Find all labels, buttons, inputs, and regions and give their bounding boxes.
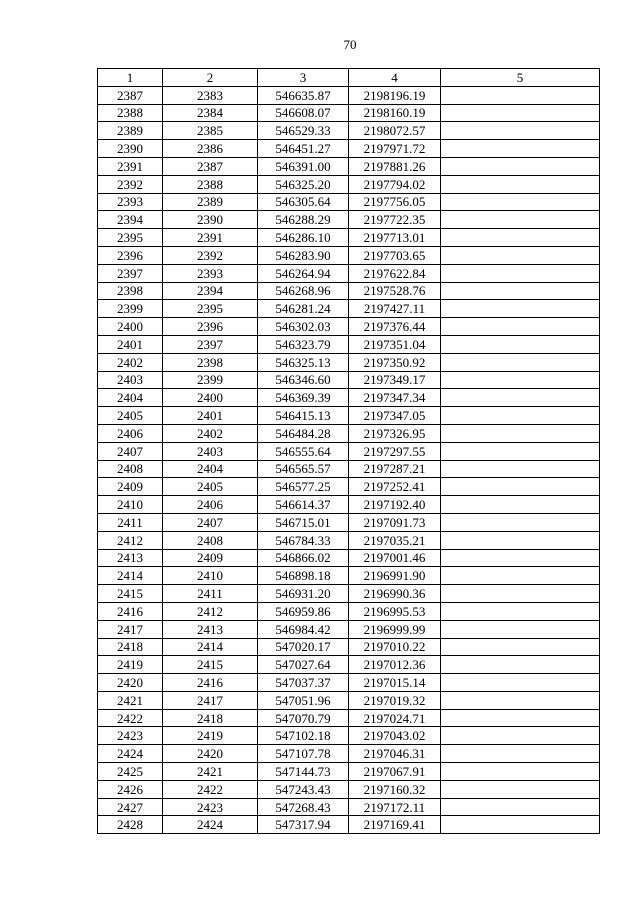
table-cell: 2197349.17 bbox=[349, 371, 441, 389]
table-cell: 2393 bbox=[98, 193, 163, 211]
table-cell bbox=[441, 246, 600, 264]
table-cell: 2197169.41 bbox=[349, 816, 441, 834]
table-cell: 2394 bbox=[163, 282, 258, 300]
table-cell: 2385 bbox=[163, 122, 258, 140]
table-row bbox=[98, 211, 600, 229]
table-header-row bbox=[98, 69, 600, 87]
table-cell: 546325.20 bbox=[258, 175, 349, 193]
table-cell: 2197252.41 bbox=[349, 478, 441, 496]
table-cell: 2392 bbox=[98, 175, 163, 193]
table-cell: 547243.43 bbox=[258, 780, 349, 798]
table-cell: 546288.29 bbox=[258, 211, 349, 229]
table-cell: 2390 bbox=[98, 140, 163, 158]
table-cell: 2394 bbox=[98, 211, 163, 229]
table-cell: 2198160.19 bbox=[349, 104, 441, 122]
table-cell: 2197703.65 bbox=[349, 246, 441, 264]
table-cell: 546268.96 bbox=[258, 282, 349, 300]
table-cell: 2420 bbox=[163, 745, 258, 763]
table-cell: 546784.33 bbox=[258, 531, 349, 549]
table-cell: 2410 bbox=[98, 496, 163, 514]
table-cell: 2404 bbox=[98, 389, 163, 407]
table-cell: 546555.64 bbox=[258, 442, 349, 460]
table-cell bbox=[441, 193, 600, 211]
table-row bbox=[98, 407, 600, 425]
table-cell: 2196995.53 bbox=[349, 602, 441, 620]
table-row bbox=[98, 389, 600, 407]
table-row bbox=[98, 335, 600, 353]
table-cell: 2398 bbox=[163, 353, 258, 371]
table-cell: 2198196.19 bbox=[349, 86, 441, 104]
table-cell: 2417 bbox=[98, 620, 163, 638]
table-cell: 2198072.57 bbox=[349, 122, 441, 140]
table-cell: 2396 bbox=[163, 318, 258, 336]
table-cell bbox=[441, 318, 600, 336]
table-row bbox=[98, 246, 600, 264]
table-cell: 2397 bbox=[163, 335, 258, 353]
table-cell: 2423 bbox=[98, 727, 163, 745]
table-cell: 546959.86 bbox=[258, 602, 349, 620]
table-cell: 2406 bbox=[98, 424, 163, 442]
table-row bbox=[98, 371, 600, 389]
table-cell: 2197035.21 bbox=[349, 531, 441, 549]
table-cell bbox=[441, 727, 600, 745]
table-cell: 546715.01 bbox=[258, 513, 349, 531]
table-cell: 2197015.14 bbox=[349, 674, 441, 692]
table-row bbox=[98, 549, 600, 567]
table-cell: 2402 bbox=[98, 353, 163, 371]
table-row bbox=[98, 264, 600, 282]
coordinates-table bbox=[97, 68, 600, 834]
table-cell bbox=[441, 691, 600, 709]
table-row bbox=[98, 282, 600, 300]
table-cell: 2407 bbox=[163, 513, 258, 531]
table-cell: 546302.03 bbox=[258, 318, 349, 336]
table-cell: 2197794.02 bbox=[349, 175, 441, 193]
table-cell: 2408 bbox=[163, 531, 258, 549]
table-cell: 2391 bbox=[98, 157, 163, 175]
table-cell: 2197971.72 bbox=[349, 140, 441, 158]
table-cell: 546369.39 bbox=[258, 389, 349, 407]
table-cell bbox=[441, 585, 600, 603]
table-row bbox=[98, 86, 600, 104]
table-cell: 2412 bbox=[163, 602, 258, 620]
table-row bbox=[98, 816, 600, 834]
table-cell: 2428 bbox=[98, 816, 163, 834]
table-cell bbox=[441, 798, 600, 816]
table-cell: 546866.02 bbox=[258, 549, 349, 567]
table-row bbox=[98, 585, 600, 603]
table-cell: 2404 bbox=[163, 460, 258, 478]
table-cell: 2388 bbox=[98, 104, 163, 122]
table-cell: 546305.64 bbox=[258, 193, 349, 211]
table-cell bbox=[441, 478, 600, 496]
table-cell: 2414 bbox=[98, 567, 163, 585]
table-cell: 2409 bbox=[163, 549, 258, 567]
table-cell bbox=[441, 745, 600, 763]
table-cell: 2416 bbox=[98, 602, 163, 620]
table-cell bbox=[441, 602, 600, 620]
table-cell: 2395 bbox=[163, 300, 258, 318]
table-row bbox=[98, 104, 600, 122]
page-number: 70 bbox=[343, 37, 357, 52]
table-cell: 2197881.26 bbox=[349, 157, 441, 175]
table-cell: 2399 bbox=[98, 300, 163, 318]
table-cell: 2391 bbox=[163, 229, 258, 247]
table-row bbox=[98, 656, 600, 674]
table-cell: 547027.64 bbox=[258, 656, 349, 674]
table-cell: 2423 bbox=[163, 798, 258, 816]
table-cell: 2197287.21 bbox=[349, 460, 441, 478]
table-row bbox=[98, 513, 600, 531]
table-cell: 2427 bbox=[98, 798, 163, 816]
table-row bbox=[98, 175, 600, 193]
table-cell: 2197326.95 bbox=[349, 424, 441, 442]
table-cell bbox=[441, 620, 600, 638]
table-cell bbox=[441, 353, 600, 371]
table-cell: 2406 bbox=[163, 496, 258, 514]
table-cell bbox=[441, 407, 600, 425]
table-cell: 2196990.36 bbox=[349, 585, 441, 603]
table-cell bbox=[441, 229, 600, 247]
table-cell: 546415.13 bbox=[258, 407, 349, 425]
table-cell bbox=[441, 335, 600, 353]
table-cell: 546391.00 bbox=[258, 157, 349, 175]
table-cell: 2400 bbox=[163, 389, 258, 407]
table-cell: 2409 bbox=[98, 478, 163, 496]
table-cell: 2424 bbox=[98, 745, 163, 763]
table-cell: 547144.73 bbox=[258, 763, 349, 781]
table-cell: 2425 bbox=[98, 763, 163, 781]
table-cell: 2197024.71 bbox=[349, 709, 441, 727]
table-cell: 2197043.02 bbox=[349, 727, 441, 745]
table-cell: 2400 bbox=[98, 318, 163, 336]
table-cell: 2416 bbox=[163, 674, 258, 692]
table-cell bbox=[441, 816, 600, 834]
table-cell: 2196991.90 bbox=[349, 567, 441, 585]
table-cell: 546984.42 bbox=[258, 620, 349, 638]
table-cell: 2196999.99 bbox=[349, 620, 441, 638]
table-cell: 547317.94 bbox=[258, 816, 349, 834]
table-cell: 2197192.40 bbox=[349, 496, 441, 514]
column-header-5: 5 bbox=[441, 69, 600, 87]
table-cell: 2401 bbox=[163, 407, 258, 425]
table-cell: 2413 bbox=[98, 549, 163, 567]
table-cell: 546529.33 bbox=[258, 122, 349, 140]
table-cell bbox=[441, 780, 600, 798]
table-cell bbox=[441, 175, 600, 193]
table-row bbox=[98, 638, 600, 656]
table-cell: 2422 bbox=[163, 780, 258, 798]
table-cell: 547020.17 bbox=[258, 638, 349, 656]
table-cell: 2401 bbox=[98, 335, 163, 353]
table-row bbox=[98, 442, 600, 460]
table-cell bbox=[441, 709, 600, 727]
table-cell: 546577.25 bbox=[258, 478, 349, 496]
table-row bbox=[98, 157, 600, 175]
table-cell bbox=[441, 674, 600, 692]
table-cell bbox=[441, 104, 600, 122]
table-row bbox=[98, 122, 600, 140]
table-cell: 2422 bbox=[98, 709, 163, 727]
table-cell: 2383 bbox=[163, 86, 258, 104]
table-cell: 2420 bbox=[98, 674, 163, 692]
table-cell: 2413 bbox=[163, 620, 258, 638]
table-row bbox=[98, 763, 600, 781]
table-cell: 2405 bbox=[163, 478, 258, 496]
table-cell: 547107.78 bbox=[258, 745, 349, 763]
table-cell: 2397 bbox=[98, 264, 163, 282]
table-cell: 546484.28 bbox=[258, 424, 349, 442]
table-cell: 2197347.34 bbox=[349, 389, 441, 407]
table-cell: 2395 bbox=[98, 229, 163, 247]
column-header-4: 4 bbox=[349, 69, 441, 87]
table-cell: 2197756.05 bbox=[349, 193, 441, 211]
table-cell: 546635.87 bbox=[258, 86, 349, 104]
table-cell bbox=[441, 656, 600, 674]
table-cell: 2387 bbox=[163, 157, 258, 175]
table-cell: 2412 bbox=[98, 531, 163, 549]
table-cell: 2388 bbox=[163, 175, 258, 193]
table-cell: 546614.37 bbox=[258, 496, 349, 514]
table-cell: 2389 bbox=[163, 193, 258, 211]
table-cell: 2197622.84 bbox=[349, 264, 441, 282]
table-cell: 2197376.44 bbox=[349, 318, 441, 336]
table-row bbox=[98, 478, 600, 496]
table-cell bbox=[441, 300, 600, 318]
table-cell: 546451.27 bbox=[258, 140, 349, 158]
table-cell: 2197347.05 bbox=[349, 407, 441, 425]
table-cell: 2403 bbox=[98, 371, 163, 389]
table-cell bbox=[441, 424, 600, 442]
table-cell bbox=[441, 549, 600, 567]
table-cell: 2197067.91 bbox=[349, 763, 441, 781]
table-cell: 546283.90 bbox=[258, 246, 349, 264]
table-cell: 2426 bbox=[98, 780, 163, 798]
table-cell: 546346.60 bbox=[258, 371, 349, 389]
table-cell: 546264.94 bbox=[258, 264, 349, 282]
table-row bbox=[98, 353, 600, 371]
table-cell: 547051.96 bbox=[258, 691, 349, 709]
table-cell: 547102.18 bbox=[258, 727, 349, 745]
table-cell: 2398 bbox=[98, 282, 163, 300]
table-cell bbox=[441, 763, 600, 781]
table-cell: 2410 bbox=[163, 567, 258, 585]
table-cell: 2197722.35 bbox=[349, 211, 441, 229]
table-cell: 2411 bbox=[98, 513, 163, 531]
table-cell bbox=[441, 513, 600, 531]
table-cell bbox=[441, 86, 600, 104]
table-row bbox=[98, 460, 600, 478]
table-cell: 2387 bbox=[98, 86, 163, 104]
table-cell: 2411 bbox=[163, 585, 258, 603]
table-row bbox=[98, 709, 600, 727]
table-cell: 2197713.01 bbox=[349, 229, 441, 247]
table-cell bbox=[441, 638, 600, 656]
table-row bbox=[98, 140, 600, 158]
table-row bbox=[98, 780, 600, 798]
table-cell: 2197172.11 bbox=[349, 798, 441, 816]
table-cell: 2197528.76 bbox=[349, 282, 441, 300]
table-cell: 2197019.32 bbox=[349, 691, 441, 709]
table-row bbox=[98, 229, 600, 247]
table-cell: 2421 bbox=[163, 763, 258, 781]
table-cell: 547037.37 bbox=[258, 674, 349, 692]
table-cell bbox=[441, 140, 600, 158]
table-row bbox=[98, 620, 600, 638]
table-row bbox=[98, 424, 600, 442]
column-header-3: 3 bbox=[258, 69, 349, 87]
table-cell: 2197046.31 bbox=[349, 745, 441, 763]
table-cell: 2403 bbox=[163, 442, 258, 460]
table-cell: 2393 bbox=[163, 264, 258, 282]
table-row bbox=[98, 602, 600, 620]
table-cell bbox=[441, 122, 600, 140]
table-cell: 2197012.36 bbox=[349, 656, 441, 674]
table-row bbox=[98, 727, 600, 745]
table-cell bbox=[441, 211, 600, 229]
table-cell: 2197351.04 bbox=[349, 335, 441, 353]
table-cell: 2407 bbox=[98, 442, 163, 460]
table-cell: 2386 bbox=[163, 140, 258, 158]
table-cell: 2405 bbox=[98, 407, 163, 425]
table-cell: 546931.20 bbox=[258, 585, 349, 603]
table-cell: 2390 bbox=[163, 211, 258, 229]
table-row bbox=[98, 745, 600, 763]
table-cell: 2197297.55 bbox=[349, 442, 441, 460]
table-cell: 546286.10 bbox=[258, 229, 349, 247]
column-header-1: 1 bbox=[98, 69, 163, 87]
table-cell: 546565.57 bbox=[258, 460, 349, 478]
table-row bbox=[98, 691, 600, 709]
table-cell bbox=[441, 531, 600, 549]
table-cell bbox=[441, 371, 600, 389]
table-cell: 2197001.46 bbox=[349, 549, 441, 567]
table-cell bbox=[441, 442, 600, 460]
table-cell: 2384 bbox=[163, 104, 258, 122]
table-cell: 2419 bbox=[163, 727, 258, 745]
table-cell: 546608.07 bbox=[258, 104, 349, 122]
table-cell: 2421 bbox=[98, 691, 163, 709]
table-cell bbox=[441, 157, 600, 175]
table-cell: 546281.24 bbox=[258, 300, 349, 318]
table-cell: 2418 bbox=[98, 638, 163, 656]
table-cell bbox=[441, 496, 600, 514]
table-cell: 546323.79 bbox=[258, 335, 349, 353]
table-cell: 2399 bbox=[163, 371, 258, 389]
table-cell: 2392 bbox=[163, 246, 258, 264]
column-header-2: 2 bbox=[163, 69, 258, 87]
table-cell: 2197427.11 bbox=[349, 300, 441, 318]
table-cell: 547070.79 bbox=[258, 709, 349, 727]
table-cell: 2408 bbox=[98, 460, 163, 478]
table-cell: 2415 bbox=[163, 656, 258, 674]
table-cell: 2197160.32 bbox=[349, 780, 441, 798]
table-cell: 546898.18 bbox=[258, 567, 349, 585]
table-cell: 2389 bbox=[98, 122, 163, 140]
table-row bbox=[98, 567, 600, 585]
table-cell: 2197010.22 bbox=[349, 638, 441, 656]
table-row bbox=[98, 318, 600, 336]
table-row bbox=[98, 531, 600, 549]
table-cell: 2396 bbox=[98, 246, 163, 264]
table-row bbox=[98, 496, 600, 514]
table-cell: 546325.13 bbox=[258, 353, 349, 371]
table-cell: 2424 bbox=[163, 816, 258, 834]
table-cell: 547268.43 bbox=[258, 798, 349, 816]
table-cell bbox=[441, 264, 600, 282]
table-row bbox=[98, 798, 600, 816]
table-row bbox=[98, 674, 600, 692]
table-cell: 2197091.73 bbox=[349, 513, 441, 531]
table-cell bbox=[441, 567, 600, 585]
table-row bbox=[98, 193, 600, 211]
table-row bbox=[98, 300, 600, 318]
table-cell: 2197350.92 bbox=[349, 353, 441, 371]
table-cell: 2417 bbox=[163, 691, 258, 709]
table-cell bbox=[441, 389, 600, 407]
table-cell: 2418 bbox=[163, 709, 258, 727]
table-cell bbox=[441, 460, 600, 478]
table-cell: 2415 bbox=[98, 585, 163, 603]
table-body bbox=[98, 86, 600, 833]
table-cell: 2419 bbox=[98, 656, 163, 674]
table-cell: 2402 bbox=[163, 424, 258, 442]
table-cell: 2414 bbox=[163, 638, 258, 656]
table-cell bbox=[441, 282, 600, 300]
